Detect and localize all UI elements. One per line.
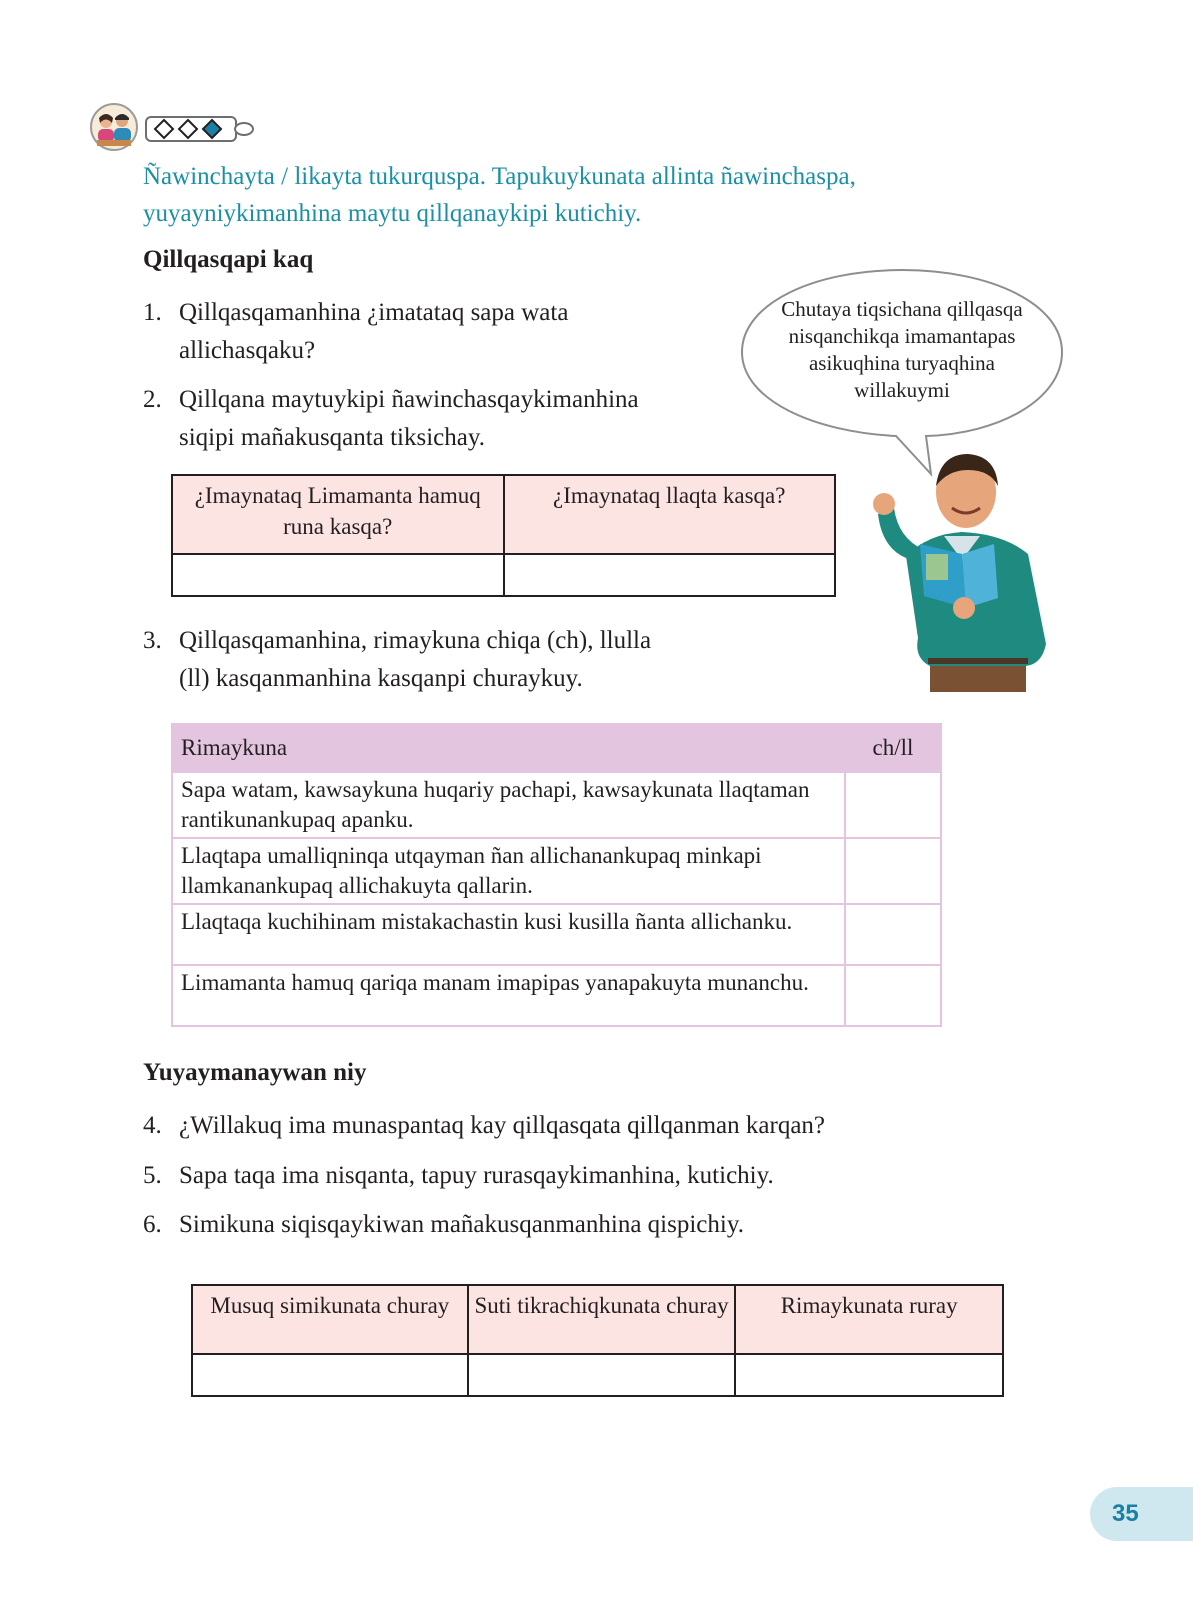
diamond-empty-icon [179, 120, 197, 138]
table-header: Rimaykuna [172, 724, 845, 772]
table-row [172, 772, 941, 838]
question-1: 1. Qillqasqamanhina ¿imatataq sapa wata allichasqaku? [143, 299, 569, 364]
answer-table-3 [191, 1284, 1004, 1397]
table-header: ch/ll [845, 724, 941, 772]
tag-loop-icon [234, 122, 254, 136]
answer-cell[interactable] [845, 904, 941, 965]
answer-cell[interactable] [504, 554, 836, 596]
statement-cell: Llaqtapa umalliqninqa utqayman ñan allichanankupaq minkapi llamkanankupaq allichakuyta qallarin. [172, 838, 845, 904]
answer-cell[interactable] [845, 838, 941, 904]
answer-cell[interactable] [192, 1354, 468, 1396]
answer-cell[interactable] [735, 1354, 1003, 1396]
answer-cell[interactable] [845, 772, 941, 838]
diamond-empty-icon [155, 120, 173, 138]
answer-cell[interactable] [172, 554, 504, 596]
section-title-reflection: Yuyaymanaywan niy [143, 1059, 367, 1086]
question-5: 5. Sapa taqa ima nisqanta, tapuy rurasqaykimanhina, kutichiy. [143, 1162, 774, 1189]
difficulty-level-indicator [145, 116, 237, 142]
question-3: 3. Qillqasqamanhina, rimaykuna chiqa (ch), llulla (ll) kasqanmanhina kasqanpi churaykuy. [143, 627, 652, 692]
answer-table-1 [171, 474, 836, 597]
statement-cell: Llaqtaqa kuchihinam mistakachastin kusi kusilla ñanta allichanku. [172, 904, 845, 965]
speech-bubble-text: Chutaya tiqsichana qillqasqa nisqanchikqa imamantapas asikuqhina turyaqhina willakuymi [781, 297, 1023, 402]
instruction-text: Ñawinchayta / likayta tukurquspa. Tapukuykunata allinta ñawinchaspa, yuyayniykimanhina maytu qillqanaykipi kutichiy. [143, 163, 856, 227]
students-avatar-icon [89, 102, 139, 152]
statement-cell: Sapa watam, kawsaykuna huqariy pachapi, kawsaykunata llaqtaman rantikunankupaq apanku. [172, 772, 845, 838]
diamond-filled-icon [203, 120, 221, 138]
question-4: 4. ¿Willakuq ima munaspantaq kay qillqasqata qillqanman karqan? [143, 1112, 826, 1139]
section-title-reading: Qillqasqapi kaq [143, 246, 314, 273]
question-2: 2. Qillqana maytuykipi ñawinchasqaykimanhina siqipi mañakusqanta tiksichay. [143, 386, 639, 451]
table-row [172, 965, 941, 1026]
table-row [172, 838, 941, 904]
question-6: 6. Simikuna siqisqaykiwan mañakusqanmanhina qispichiy. [143, 1211, 744, 1238]
answer-cell[interactable] [468, 1354, 736, 1396]
page-number: 35 [1090, 1487, 1193, 1541]
answer-cell[interactable] [845, 965, 941, 1026]
table-row [172, 904, 941, 965]
table-header: Musuq simikunata churay [192, 1285, 468, 1354]
table-header: Rimaykunata ruray [735, 1285, 1003, 1354]
table-header: ¿Imaynataq Limamanta hamuq runa kasqa? [172, 475, 504, 554]
table-header: ¿Imaynataq llaqta kasqa? [504, 475, 836, 554]
teacher-illustration [862, 448, 1058, 692]
true-false-table [171, 723, 942, 1027]
table-header: Suti tikrachiqkunata churay [468, 1285, 736, 1354]
statement-cell: Limamanta hamuq qariqa manam imapipas yanapakuyta munanchu. [172, 965, 845, 1026]
